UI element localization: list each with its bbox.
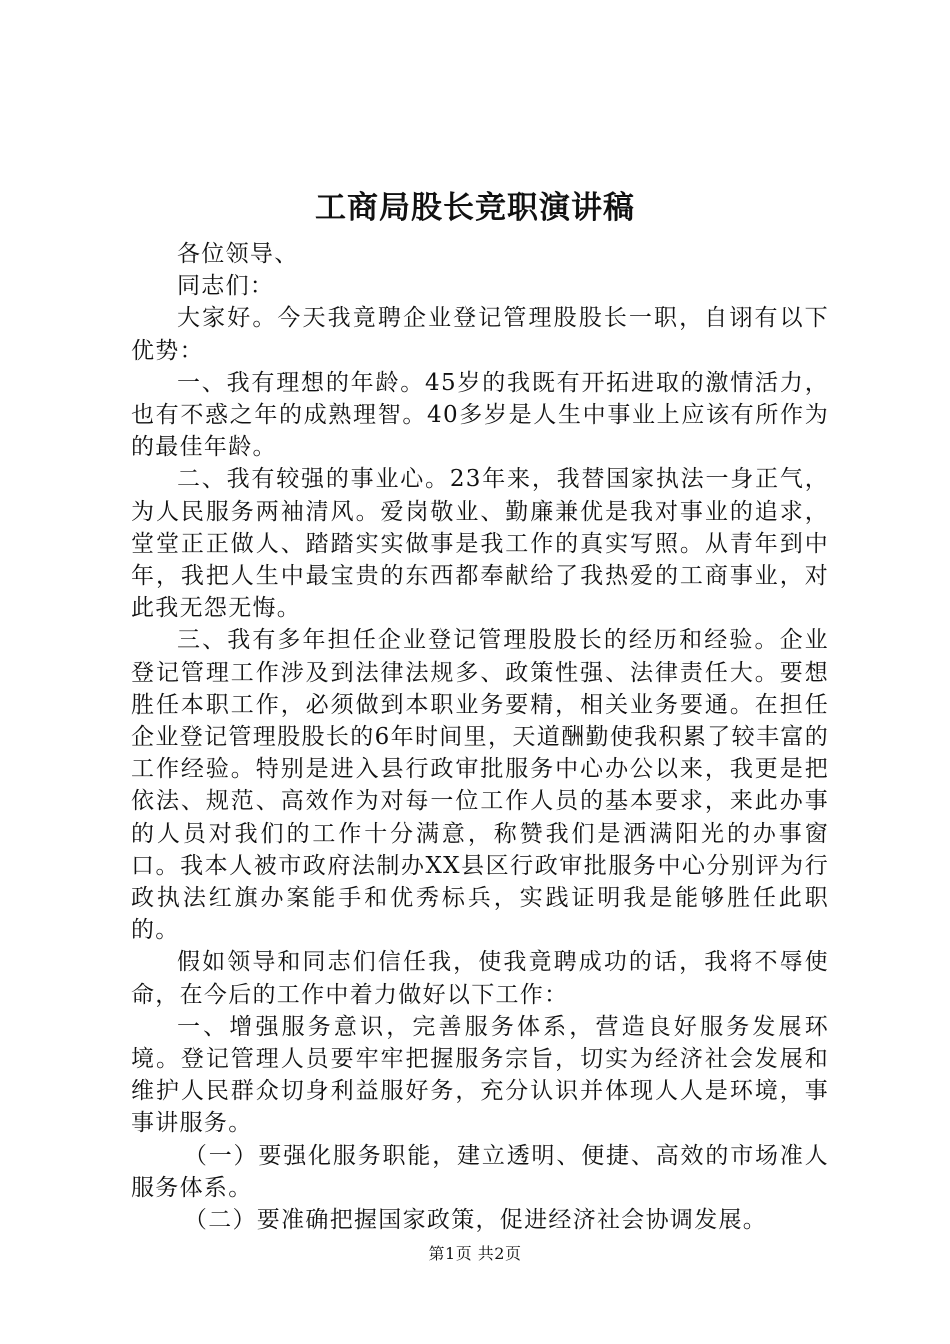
salutation-colleagues: 同志们： bbox=[177, 273, 275, 300]
document-body bbox=[131, 238, 829, 1236]
paragraph-advantage-age: 一、我有理想的年龄。45岁的我既有开拓进取的激情活力，也有不惑之年的成熟理智。40多岁是人生中事业上应该有所作为的最佳年龄。 bbox=[131, 369, 829, 461]
salutation-leaders: 各位领导、 bbox=[177, 241, 299, 267]
paragraph-commitment: 假如领导和同志们信任我，使我竟聘成功的话，我将不辱使命，在今后的工作中着力做好以下工作： bbox=[131, 949, 829, 1008]
paragraph-intro: 大家好。今天我竟聘企业登记管理股股长一职，自诩有以下优势： bbox=[131, 305, 829, 364]
paragraph-plan-service: 一、增强服务意识，完善服务体系，营造良好服务发展环境。登记管理人员要牢牢把握服务宗旨，切实为经济社会发展和维护人民群众切身利益服好务，充分认识并体现人人是环境，事事讲服务。 bbox=[131, 1013, 829, 1137]
paragraph-advantage-experience: 三、我有多年担任企业登记管理股股长的经历和经验。企业登记管理工作涉及到法律法规多、政策性强、法律责任大。要想胜任本职工作，必须做到本职业务要精，相关业务要通。在担任企业登记管理股股长的6年时间里，天道酬勤使我积累了较丰富的工作经验。特别是进入县行政审批服务中心办公以来，我更是把依法、规范、高效作为对每一位工作人员的基本要求，来此办事的人员对我们的工作十分满意，称赞我们是洒满阳光的办事窗口。我本人被市政府法制办XX县区行政审批服务中心分别评为行政执法红旗办案能手和优秀标兵，实践证明我是能够胜任此职的。 bbox=[131, 627, 829, 944]
paragraph-plan-sub-1: （一）要强化服务职能，建立透明、便捷、高效的市场准人服务体系。 bbox=[131, 1142, 829, 1201]
paragraph-plan-sub-2: （二）要准确把握国家政策，促进经济社会协调发展。 bbox=[183, 1207, 768, 1234]
document-title: 工商局股长竞职演讲稿 bbox=[315, 190, 635, 226]
paragraph-advantage-dedication: 二、我有较强的事业心。23年来，我替国家执法一身正气，为人民服务两袖清风。爱岗敬业、勤廉兼优是我对事业的追求，堂堂正正做人、踏踏实实做事是我工作的真实写照。从青年到中年，我把人生中最宝贵的东西都奉献给了我热爱的工商事业，对此我无怨无悔。 bbox=[131, 466, 829, 622]
page-footer: 第1页 共2页 bbox=[428, 1244, 522, 1263]
